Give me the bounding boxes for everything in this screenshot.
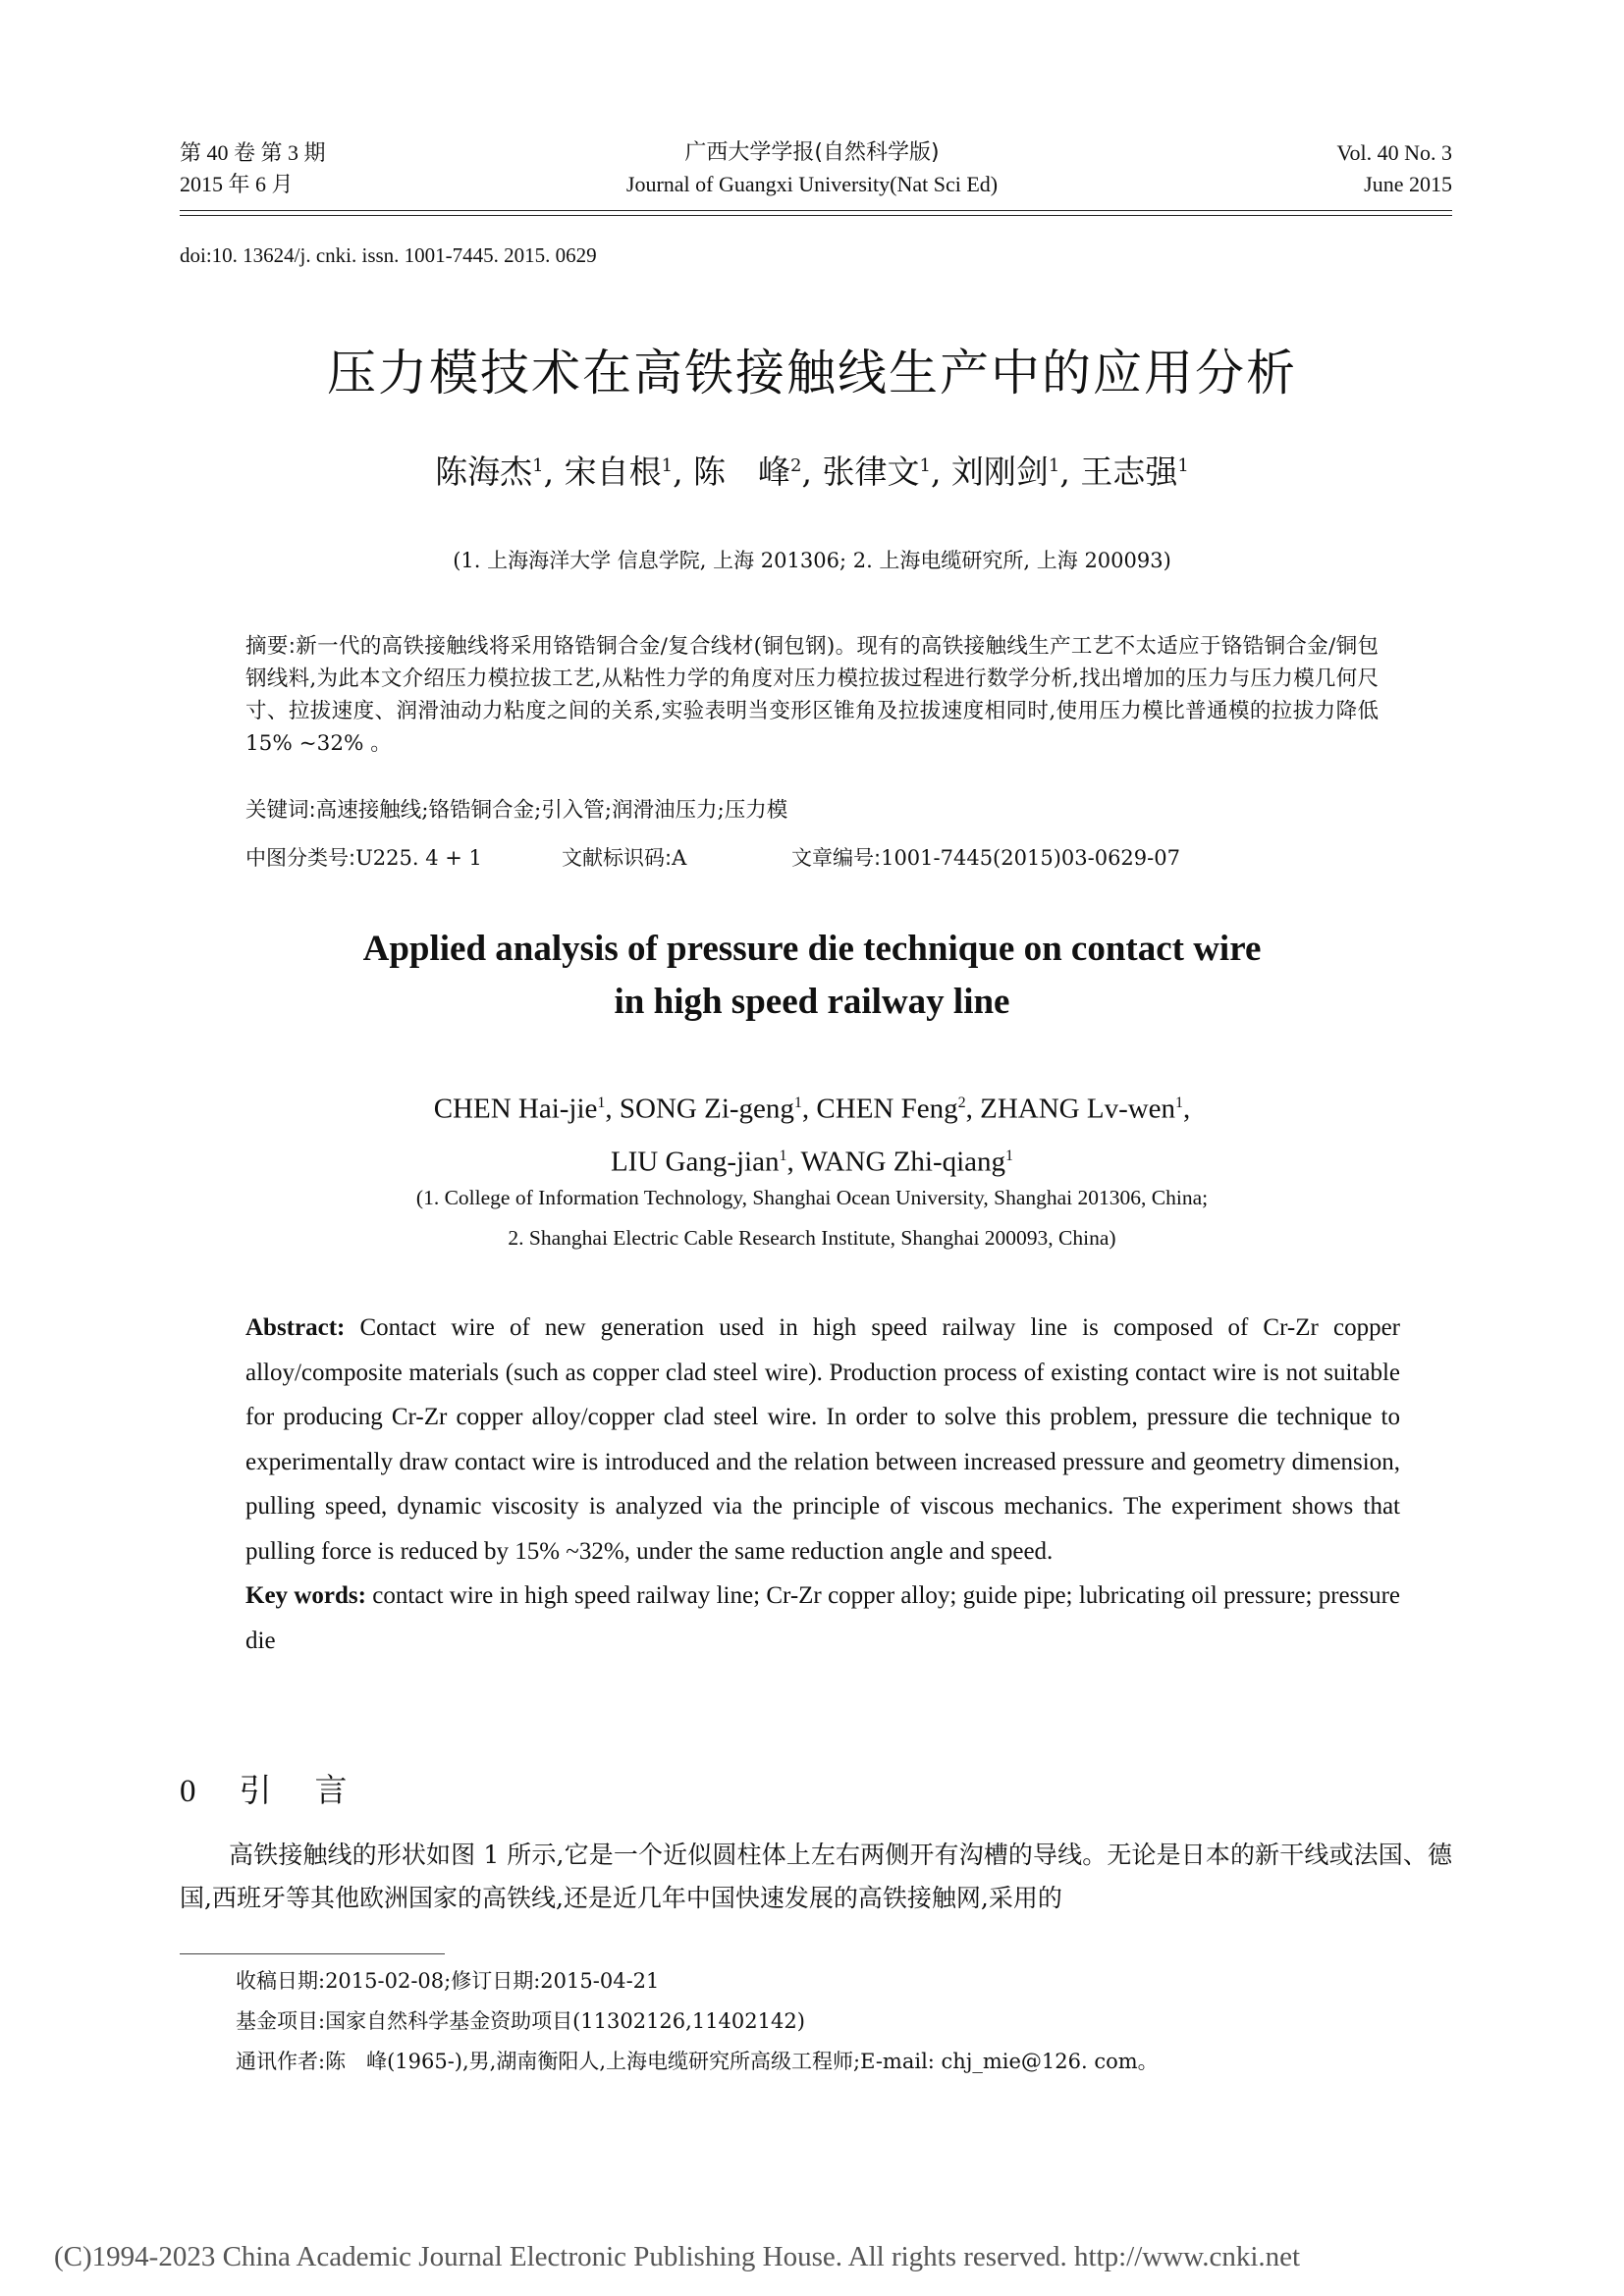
author-affil-mark: 1 (919, 455, 931, 476)
author-cn: 陈 峰 (693, 453, 791, 491)
footnote-corresponding-author: 通讯作者:陈 峰(1965-),男,湖南衡阳人,上海电缆研究所高级工程师;E-mail: chj_mie@126. com。 (236, 2050, 1159, 2073)
author-affil-mark: 2 (957, 1095, 966, 1111)
date-en: June 2015 (1364, 172, 1452, 196)
copyright-notice: (C)1994-2023 China Academic Journal Electronic Publishing House. All rights reserved. http://www.cnki.net (54, 2241, 1301, 2272)
title-cn: 压力模技术在高铁接触线生产中的应用分析 (327, 345, 1297, 401)
volume-issue-cn: 第 40 卷 第 3 期 (180, 140, 326, 165)
author-en: CHEN Feng (816, 1093, 958, 1125)
volume-issue-en: Vol. 40 No. 3 (1336, 140, 1452, 165)
keywords-cn (245, 793, 787, 824)
author-affil-mark: 1 (532, 455, 544, 476)
author-affil-mark: 1 (1177, 455, 1189, 476)
author-affil-mark: 1 (779, 1147, 787, 1164)
section-title-char: 言 (314, 1771, 348, 1809)
affiliation-cn: (1. 上海海洋大学 信息学院, 上海 201306; 2. 上海电缆研究所, 上海 200093) (453, 549, 1171, 572)
abstract-cn (245, 630, 1379, 760)
author-affil-mark: 1 (661, 455, 674, 476)
body-paragraph: 高铁接触线的形状如图 1 所示,它是一个近似圆柱体上左右两侧开有沟槽的导线。无论是日本的新干线或法国、德国,西班牙等其他欧洲国家的高铁线,还是近几年中国快速发展的高铁接触网,采用的 (180, 1841, 1452, 1912)
author-affil-mark: 1 (1005, 1147, 1014, 1164)
author-cn: 陈海杰 (435, 453, 533, 491)
clc-label: 中图分类号: (245, 846, 356, 870)
journal-name-cn: 广西大学学报(自然科学版) (684, 140, 940, 165)
abstract-en (245, 1306, 1400, 1663)
affiliation-en-line2: 2. Shanghai Electric Cable Research Institute, Shanghai 200093, China) (508, 1226, 1116, 1250)
author-affil-mark: 2 (790, 455, 802, 476)
header-rule-bottom (180, 215, 1452, 216)
author-en: LIU Gang-jian (610, 1146, 780, 1178)
document-code (562, 842, 686, 872)
header-rule-top (180, 210, 1452, 211)
authors-en-line2: LIU Gang-jian$^1$, WANG Zhi-qiang$^1$ (610, 1146, 1014, 1178)
doc-code-value: A (672, 846, 687, 870)
keywords-en (245, 1574, 1400, 1663)
article-number-label: 文章编号: (791, 846, 882, 870)
article-number-value: 1001-7445(2015)03-0629-07 (881, 846, 1180, 870)
doi[interactable]: doi:10. 13624/j. cnki. issn. 1001-7445. 2015. 0629 (180, 243, 597, 267)
journal-volume-issue-en (1336, 137, 1452, 200)
keywords-cn-label: 关键词: (245, 798, 316, 823)
clc-number (245, 842, 482, 872)
footnote-received-date: 收稿日期:2015-02-08;修订日期:2015-04-21 (236, 1969, 660, 1993)
authors-en-line1: CHEN Hai-jie$^1$, SONG Zi-geng$^1$, CHEN Feng$^2$, ZHANG Lv-wen$^1$, (433, 1093, 1191, 1125)
author-affil-mark: 1 (1048, 455, 1060, 476)
affiliation-en (0, 1178, 1624, 1258)
author-en: CHEN Hai-jie (433, 1093, 598, 1125)
title-en-line1: Applied analysis of pressure die technique on contact wire (362, 929, 1262, 969)
section-heading-introduction (180, 1765, 348, 1811)
title-en (0, 923, 1624, 1029)
title-en-line2: in high speed railway line (614, 982, 1010, 1022)
section-title-char: 引 (239, 1771, 272, 1809)
clc-value: U225. 4 + 1 (355, 846, 482, 870)
abstract-en-label: Abstract: (245, 1314, 346, 1341)
journal-name-en: Journal of Guangxi University(Nat Sci Ed) (625, 172, 999, 196)
keywords-en-text: contact wire in high speed railway line; Cr-Zr copper alloy; guide pipe; lubricating oil pressure; pressure die (245, 1582, 1401, 1654)
keywords-cn-text: 高速接触线;铬锆铜合金;引入管;润滑油压力;压力模 (315, 798, 788, 823)
affiliation-en-line1: (1. College of Information Technology, Shanghai Ocean University, Shanghai 201306, China; (415, 1186, 1209, 1209)
article-number (791, 842, 1180, 872)
author-cn: 张律文 (822, 453, 920, 491)
author-en: WANG Zhi-qiang (800, 1146, 1006, 1178)
abstract-cn-text: 新一代的高铁接触线将采用铬锆铜合金/复合线材(铜包钢)。现有的高铁接触线生产工艺不太适应于铬锆铜合金/铜包钢线料,为此本文介绍压力模拉拔工艺,从粘性力学的角度对压力模拉拔过程进行数学分析,找出增加的压力与压力模几何尺寸、拉拔速度、润滑油动力粘度之间的关系,实验表明当变形区锥角及拉拔速度相同时,使用压力模比普通模的拉拔力降低 15% ~32% 。 (245, 634, 1379, 756)
abstract-cn-label: 摘要: (245, 634, 296, 659)
author-cn: 王志强 (1080, 453, 1178, 491)
authors-en (0, 1080, 1624, 1185)
author-en: ZHANG Lv-wen (980, 1093, 1176, 1125)
date-cn: 2015 年 6 月 (180, 172, 294, 196)
author-en: SONG Zi-geng (619, 1093, 794, 1125)
author-cn: 刘刚剑 (950, 453, 1049, 491)
doc-code-label: 文献标识码: (562, 846, 673, 870)
author-affil-mark: 1 (1175, 1095, 1184, 1111)
author-cn: 宋自根 (564, 453, 662, 491)
footnote-rule (180, 1953, 445, 1954)
abstract-en-text: Contact wire of new generation used in high speed railway line is composed of Cr-Zr copper alloy/composite materials (such as copper clad steel wire). Production process of existing contact wire is not suitable for producing Cr-Zr copper alloy/copper clad steel wire. In order to solve this problem, pressure die technique to experimentally draw contact wire is introduced and the relation between increased pressure and geometry dimension, pulling speed, dynamic viscosity is analyzed via the principle of viscous mechanics. The experiment shows that pulling force is reduced by 15% ~32%, under the same reduction angle and speed. (245, 1314, 1401, 1565)
authors-cn: 陈海杰$^1$, 宋自根$^1$, 陈 峰$^2$, 张律文$^1$, 刘刚剑$^1$, 王志强$^1$ (435, 453, 1189, 491)
author-affil-mark: 1 (793, 1095, 802, 1111)
author-affil-mark: 1 (597, 1095, 606, 1111)
footnote-fund: 基金项目:国家自然科学基金资助项目(11302126,11402142) (236, 2009, 805, 2033)
keywords-en-label: Key words: (245, 1582, 366, 1609)
section-number: 0 (180, 1774, 196, 1809)
